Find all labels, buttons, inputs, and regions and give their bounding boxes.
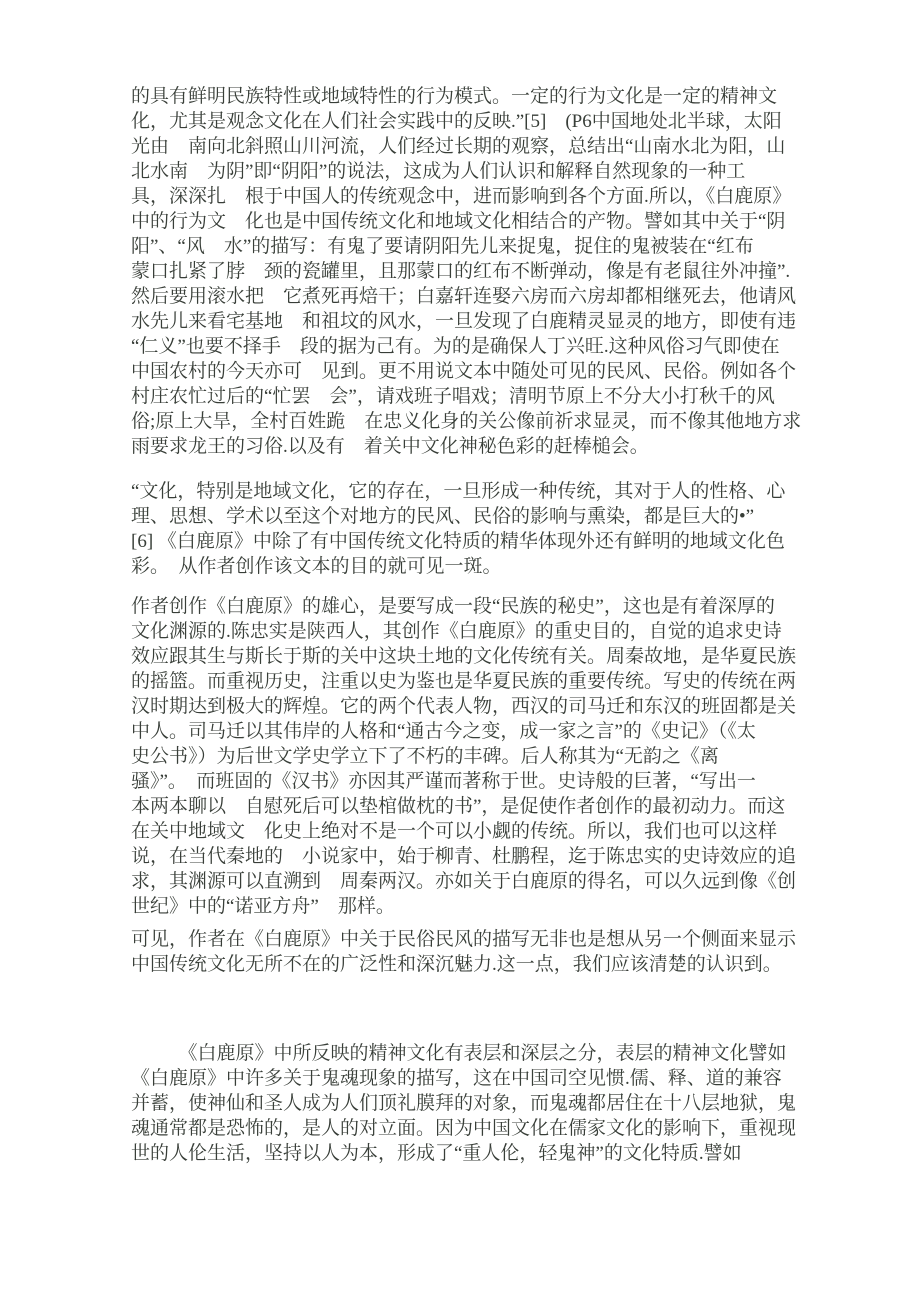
text-line: 《白鹿原》中许多关于鬼魂现象的描写，这在中国司空见惯.儒、释、道的兼容 [131, 1068, 782, 1089]
text-line: 然后要用滚水把 它煮死再焙干；白嘉轩连娶六房而六房却都相继死去，他请风 [131, 286, 797, 307]
document-body [131, 84, 803, 1166]
text-line: 作者创作《白鹿原》的雄心，是要写成一段“民族的秘史”，这也是有着深厚的 [131, 596, 775, 617]
text-line: 汉时期达到极大的辉煌。它的两个代表人物，西汉的司马迁和东汉的班固都是关 [131, 696, 797, 717]
text-line: “文化，特别是地域文化，它的存在，一旦形成一种传统，其对于人的性格、心 [131, 481, 786, 502]
text-line: 具，深深扎 根于中国人的传统观念中，进而影响到各个方面.所以，《白鹿原》 [131, 186, 792, 207]
text-line: 阳”、“风 水”的描写：有鬼了要请阴阳先儿来捉鬼，捉住的鬼被装在“红布 [131, 236, 754, 257]
text-line: 的摇篮。而重视历史，注重以史为鉴也是华夏民族的重要传统。写史的传统在两 [131, 671, 797, 692]
text-line: [6] 《白鹿原》中除了有中国传统文化特质的精华体现外还有鲜明的地域文化色 [131, 531, 785, 552]
text-line: 说，在当代秦地的 小说家中，始于柳青、杜鹏程，迄于陈忠实的史诗效应的追 [131, 846, 797, 867]
text-line: 中国农村的今天亦可 见到。更不用说文本中随处可见的民风、民俗。例如各个 [131, 361, 797, 382]
paragraph-author-ambition [131, 594, 803, 919]
text-line: 中的行为文 化也是中国传统文化和地域文化相结合的产物。譬如其中关于“阴 [131, 211, 786, 232]
text-line: 世纪》中的“诺亚方舟” 那样。 [131, 896, 395, 917]
text-line: 中人。司马迁以其伟岸的人格和“通古今之变，成一家之言”的《史记》（《太 [131, 721, 756, 742]
paragraph-regional-culture-quote [131, 479, 803, 579]
text-line: 村庄农忙过后的“忙罢 会”，请戏班子唱戏；清明节原上不分大小打秋千的风 [131, 386, 775, 407]
text-line: 蒙口扎紧了脖 颈的瓷罐里，且那蒙口的红布不断弹动，像是有老鼠往外冲撞”. [131, 261, 791, 282]
paragraph-conclusion-folk-customs [131, 927, 803, 977]
text-line: 在关中地域文 化史上绝对不是一个可以小觑的传统。所以，我们也可以这样 [131, 821, 778, 842]
text-line: 中国传统文化无所不在的广泛性和深沉魅力.这一点，我们应该清楚的认识到。 [131, 954, 782, 975]
text-line: 彩。 从作者创作该文本的目的就可见一斑。 [131, 556, 502, 577]
text-line: 雨要求龙王的习俗.以及有 着关中文化神秘色彩的赶棒槌会。 [131, 436, 649, 457]
text-line: 俗;原上大旱，全村百姓跪 在忠义化身的关公像前祈求显灵，而不像其他地方求 [131, 411, 802, 432]
text-line: 史公书》）为后世文学史学立下了不朽的丰碑。后人称其为“无韵之《离 [131, 746, 719, 767]
text-line: “仁义”也要不择手 段的据为己有。为的是确保人丁兴旺.这种风俗习气即使在 [131, 336, 780, 357]
paragraph-behavior-culture [131, 84, 803, 459]
text-line: 文化渊源的.陈忠实是陕西人，其创作《白鹿原》的重史目的，自觉的追求史诗 [131, 621, 782, 642]
text-line: 骚》”。 而班固的《汉书》亦因其严谨而著称于世。史诗般的巨著，“写出一 [131, 771, 756, 792]
text-line: 化，尤其是观念文化在人们社会实践中的反映.”[5] (P6中国地处北半球，太阳 [131, 111, 782, 132]
text-line: 求，其渊源可以直溯到 周秦两汉。亦如关于白鹿原的得名，可以久远到像《创 [131, 871, 797, 892]
text-line: 理、思想、学术以至这个对地方的民风、民俗的影响与熏染，都是巨大的•” [131, 506, 755, 527]
text-line: 可见，作者在《白鹿原》中关于民俗民风的描写无非也是想从另一个侧面来显示 [131, 929, 797, 950]
text-line: 并蓄，使神仙和圣人成为人们顶礼膜拜的对象，而鬼魂都居住在十八层地狱，鬼 [131, 1093, 797, 1114]
text-line: 《白鹿原》中所反映的精神文化有表层和深层之分，表层的精神文化譬如 [131, 1043, 787, 1064]
text-line: 水先儿来看宅基地 和祖坟的风水，一旦发现了白鹿精灵显灵的地方，即使有违 [131, 311, 797, 332]
text-line: 世的人伦生活，坚持以人为本，形成了“重人伦，轻鬼神”的文化特质.譬如 [131, 1143, 742, 1164]
text-line: 魂通常都是恐怖的，是人的对立面。因为中国文化在儒家文化的影响下，重视现 [131, 1118, 797, 1139]
paragraph-spiritual-culture [131, 1041, 803, 1166]
text-line: 北水南 为阴”即“阴阳”的说法，这成为人们认识和解释自然现象的一种工 [131, 161, 746, 182]
text-line: 效应跟其生与斯长于斯的关中这块土地的文化传统有关。周秦故地，是华夏民族 [131, 646, 797, 667]
text-line: 本两本聊以 自慰死后可以垫棺做枕的书”，是促使作者创作的最初动力。而这 [131, 796, 786, 817]
text-line: 光由 南向北斜照山川河流，人们经过长期的观察，总结出“山南水北为阳，山 [131, 136, 786, 157]
text-line: 的具有鲜明民族特性或地域特性的行为模式。一定的行为文化是一定的精神文 [131, 86, 778, 107]
